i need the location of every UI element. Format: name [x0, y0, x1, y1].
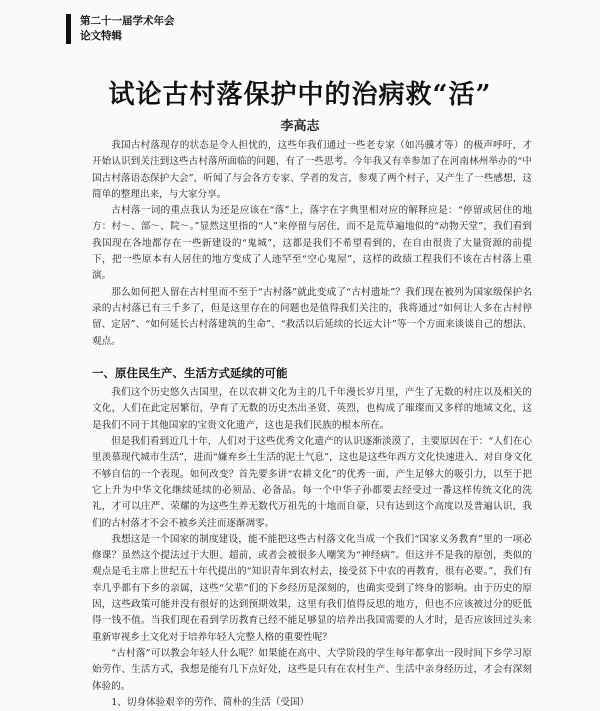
header-bar	[66, 14, 71, 44]
column-label: 论文特辑	[80, 30, 122, 42]
section-paragraph-3: 我想这是一个国家的制度建设，能不能把这些古村落文化当成一个我们“国家义务教育”里的一项必修课？虽然这个提法过于大胆、超前，或者会被很多人嘲笑为“神经病”。但这并不是我的原创，类似的观点是毛主席上世纪五十年代提出的“知识青年到农村去，接受贫下中农的再教育，很有必要。”，我们有幸几乎都有下乡的亲属，这些“父辈”们的下乡经历是深刻的，也确实受到了终身的影响。由于历史的原因，这些政策可能并没有很好的达到预期效果，这里有我们值得反思的地方，但也不应该被过分的贬低得一钱不值。当我们现在看到学历教育已经不能足够显的培养出我国需要的人才时，是否应该回过头来重新审视乡土文化对于培养年轻人完整人格的重要性呢？	[92, 533, 532, 643]
subsection-heading: 1、切身体验艰辛的劳作、简朴的生活（受国）	[111, 696, 310, 708]
intro-paragraph-2: 古村落一词的重点我认为还是应该在“落”上，落字在字典里相对应的解释应是：“停留或居住的地方：村～、部～、院～。”显然这里指的“人”来停留与居住，而不是荒草遍地似的“动物天堂”，我们看到我国现在各地都存在一些新建设的“鬼城”，这都是我们不希望看到的，在自由很贵了大量资源的前提下，把一些原本有人居住的地方变成了人迹罕至“空心鬼屋”，这样的政绩工程我们不该在古村落上重演。	[92, 205, 532, 282]
section-heading: 一、原住民生产、生活方式延续的可能	[92, 365, 288, 380]
section-paragraph-4: “古村落”可以教会年轻人什么呢？如果能在高中、大学阶段的学生每年都拿出一段时间下乡学习原始劳作、生活方式，我想是能有几下点好处，这些是只有在农村生产、生活中亲身经历过，才会有深刻体验的。	[92, 647, 532, 692]
intro-paragraph-1: 我国古村落现存的状态是令人担忧的，这些年我们通过一些老专家（如冯骥才等）的极声呼吁，才开始认识到关注到这些古村落所面临的问题，有了一些思考。今年我又有幸参加了在河南林州举办的“中国古村落语态保护大会”，听闻了与会各方专家、学者的发言，参观了两个村子，又产生了一些感想，这简单的整理出来，与大家分享。	[92, 140, 532, 200]
journal-header	[80, 14, 175, 44]
section-paragraph-1: 我们这个历史悠久古国里，在以农耕文化为主的几千年漫长岁月里，产生了无数的村庄以及相关的文化，人们在此定居繁衍，孕育了无数的历史杰出圣贤、英烈，也构成了璀璨而又多样的地域文化，这是我们不同于其他国家的宝贵文化遗产，这也是我们民族的根本所在。	[92, 387, 532, 431]
article-author: 李高志	[280, 119, 320, 134]
intro-paragraph-3: 那么如何把人留在古村里而不至于“古村落”就此变成了“古村遗址”？我们现在被列为国家级保护名录的古村落已有三千多了，但是这里存在的问题也是值得我们关注的，我将通过“如何让人多在古村停留、定居”、“如何延长古村落建筑的生命”、“救活以后延续的长远大计”等一个方面来谈谈自己的想法、观点。	[92, 286, 532, 347]
section-paragraph-2: 但是我们看到近几十年，人们对于这些优秀文化遗产的认识逐渐淡漠了，主要原因在于：“人们在心里羡慕现代城市生活”，进而“嫌弃乡土生活的泥土气息”，这也是这些年西方文化快速进入、对自身文化不够自信的一个表现。如何改变？首先要多讲“农耕文化”的优秀一面，产生足够大的吸引力，以至于把它上升为中华文化继续延续的必须品、必备品。每一个中华子孙都要去经受过一番这样传统文化的洗礼，才可以庄严、荣耀的为这些生养无数代万祖先的十地而自豪，只有达到这个高度以及普遍认识，我们的古村落才不会不被乡关注而逐渐凋零。	[92, 436, 532, 529]
series-label: 第二十一届学术年会	[80, 15, 175, 27]
article-title: 试论古村落保护中的治病救“活”	[108, 80, 492, 110]
article-body	[92, 138, 532, 711]
